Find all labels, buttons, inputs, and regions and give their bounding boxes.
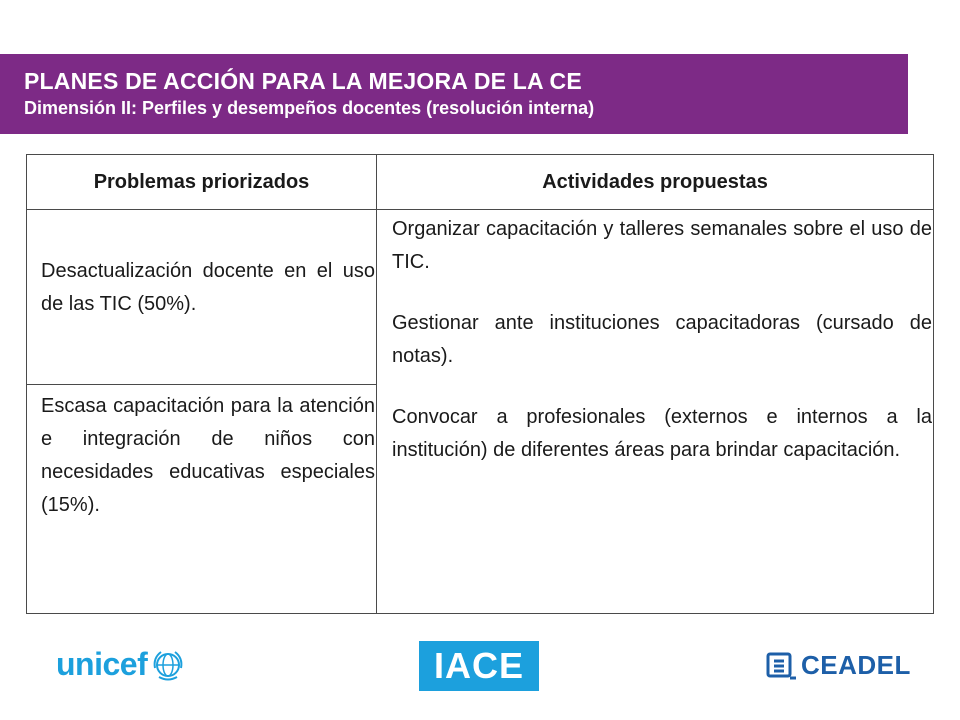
action-plan-table — [26, 154, 934, 614]
header-problems: Problemas priorizados — [93, 170, 310, 193]
activities-cell — [392, 213, 932, 495]
activity-item-3: Convocar a profesionales (externos e internos a la institución) de diferentes áreas para brindar capacitación. — [392, 406, 932, 461]
problem-cell-2: Escasa capacitación para la atención e integración de niños con necesidades educativas especiales (15%). — [41, 395, 375, 516]
header-divider — [27, 209, 933, 210]
title-banner — [0, 54, 908, 134]
footer-logos — [0, 636, 960, 696]
iace-wordmark: IACE — [433, 645, 524, 686]
header-activities: Actividades propuestas — [542, 170, 768, 193]
slide-title: PLANES DE ACCIÓN PARA LA MEJORA DE LA CE — [24, 68, 582, 94]
problem-cell-1: Desactualización docente en el uso de las TIC (50%). — [41, 260, 375, 315]
ceadel-logo — [765, 650, 911, 681]
un-globe-icon — [151, 648, 185, 682]
problem-row-divider — [27, 384, 376, 385]
iace-logo — [419, 641, 539, 691]
ceadel-mark-icon — [765, 651, 797, 681]
activity-item-2: Gestionar ante instituciones capacitadoras (cursado de notas). — [392, 312, 932, 367]
ceadel-wordmark: CEADEL — [801, 650, 911, 680]
column-divider — [376, 155, 377, 613]
activity-item-1: Organizar capacitación y talleres semanales sobre el uso de TIC. — [392, 218, 932, 273]
slide-subtitle: Dimensión II: Perfiles y desempeños docentes (resolución interna) — [24, 98, 595, 118]
unicef-wordmark: unicef — [56, 646, 148, 682]
unicef-logo — [56, 646, 185, 683]
